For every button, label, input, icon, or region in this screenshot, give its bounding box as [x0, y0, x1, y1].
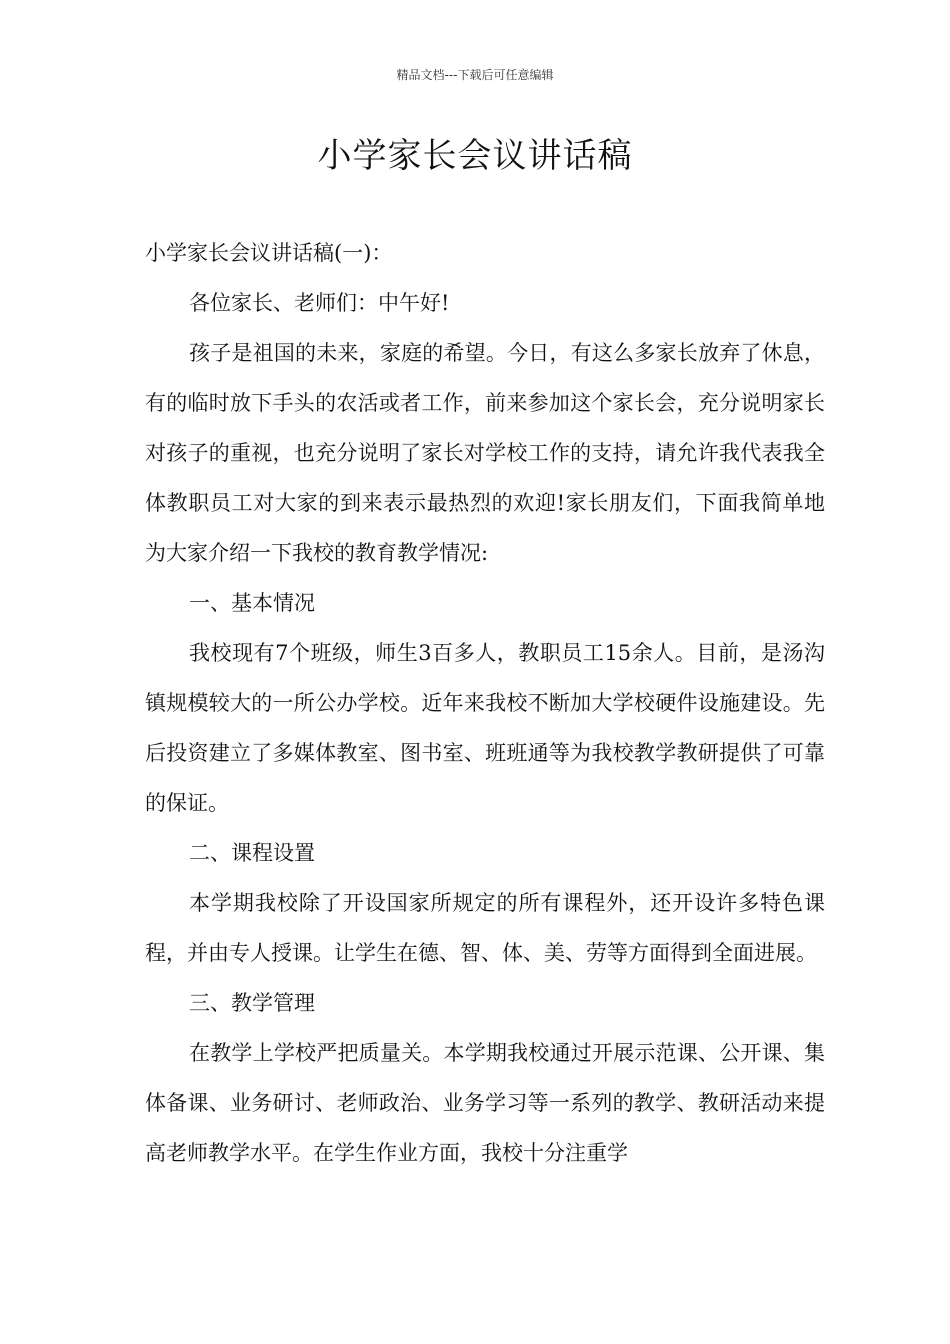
section-heading-teaching: 三、教学管理 [189, 991, 315, 1015]
paragraph-teaching: 在教学上学校严把质量关。本学期我校通过开展示范课、公开课、集体备课、业务研讨、老师政治、业务学习等一系列的教学、教研活动来提高老师教学水平。在学生作业方面，我校十分注重学 [145, 1041, 825, 1165]
section-heading-courses: 二、课程设置 [189, 841, 315, 865]
paragraph-greeting: 各位家长、老师们：中午好! [189, 291, 450, 315]
document-title: 小学家长会议讲话稿 [317, 136, 633, 176]
document-body [145, 228, 825, 1178]
section-heading-basic: 一、基本情况 [189, 591, 315, 615]
paragraph-intro: 孩子是祖国的未来，家庭的希望。今日，有这么多家长放弃了休息，有的临时放下手头的农活或者工作，前来参加这个家长会，充分说明家长对孩子的重视，也充分说明了家长对学校工作的支持，请允许我代表我全体教职员工对大家的到来表示最热烈的欢迎!家长朋友们，下面我简单地为大家介绍一下我校的教育教学情况: [145, 341, 825, 565]
paragraph-courses: 本学期我校除了开设国家所规定的所有课程外，还开设许多特色课程，并由专人授课。让学生在德、智、体、美、劳等方面得到全面进展。 [145, 891, 825, 965]
header-note: 精品文档---下载后可任意编辑 [396, 68, 554, 82]
paragraph-subtitle: 小学家长会议讲话稿(一)： [145, 241, 393, 265]
paragraph-basic: 我校现有7个班级，师生3百多人，教职员工15余人。目前，是汤沟镇规模较大的一所公办学校。近年来我校不断加大学校硬件设施建设。先后投资建立了多媒体教室、图书室、班班通等为我校教学教研提供了可靠的保证。 [145, 641, 825, 815]
